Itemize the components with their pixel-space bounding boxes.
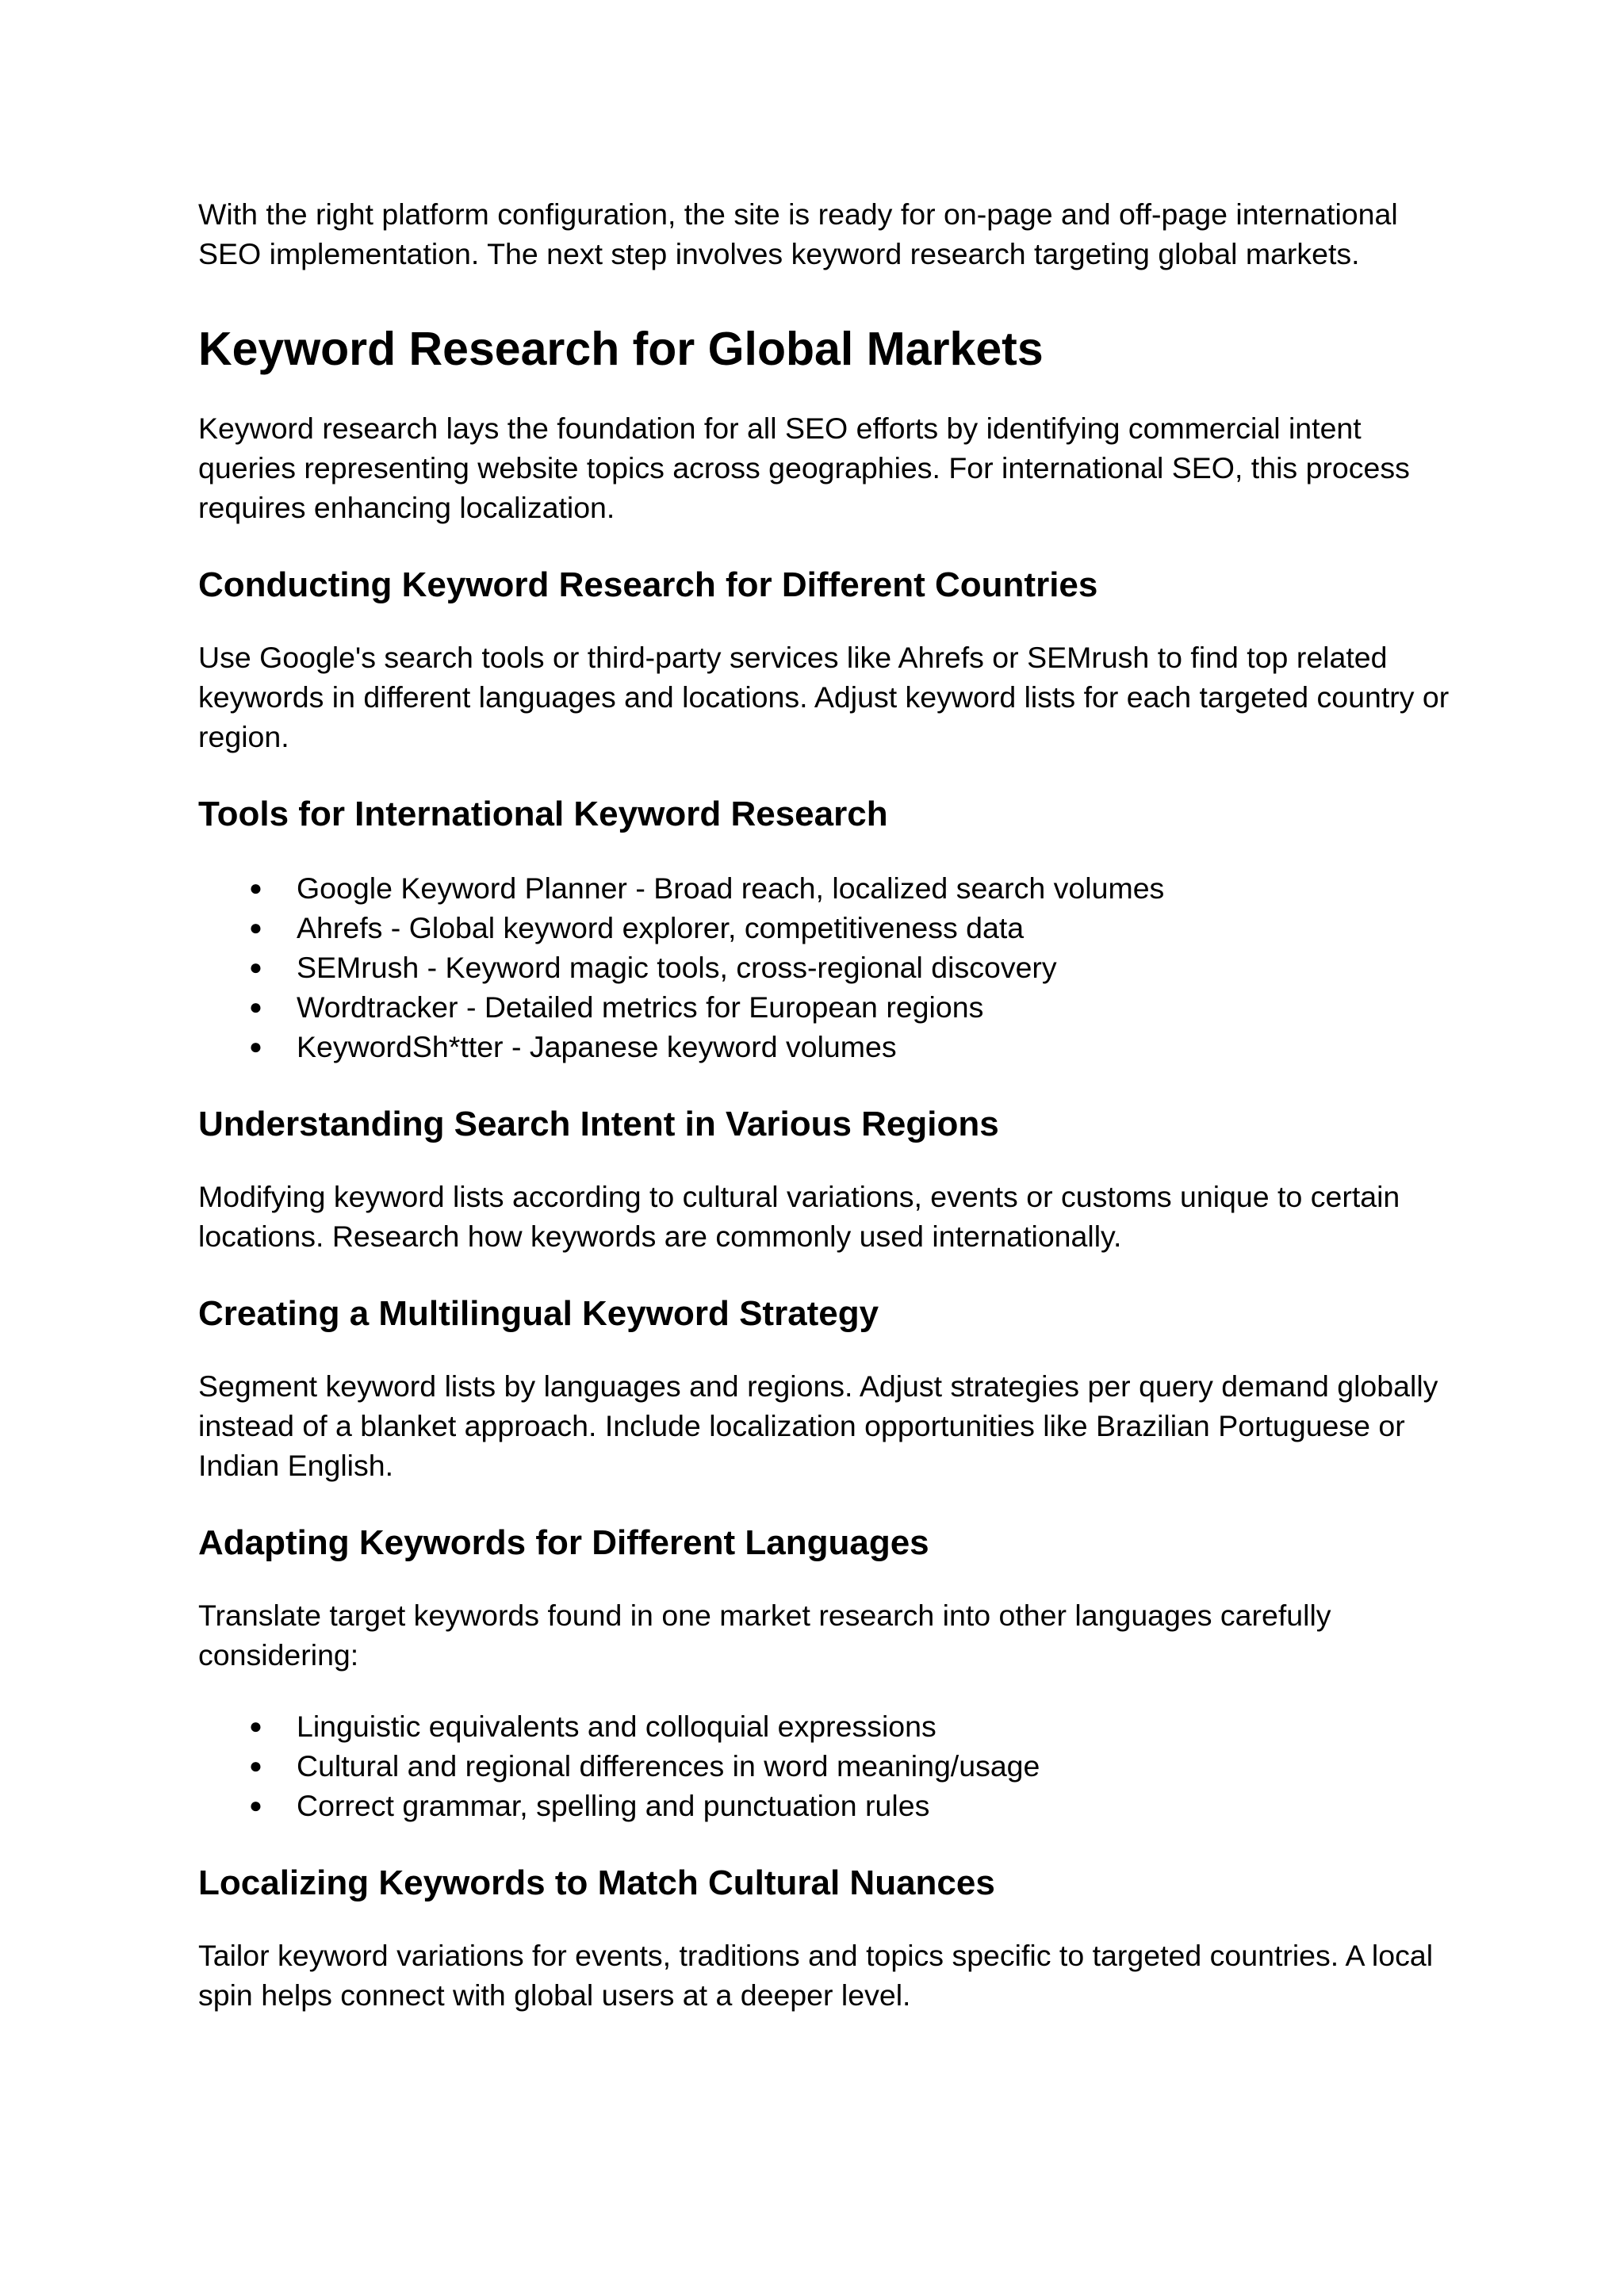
- localizing-heading: Localizing Keywords to Match Cultural Nuances: [198, 1863, 995, 1902]
- intro-paragraph: With the right platform configuration, the site is ready for on-page and off-page international SEO implementation. The next step involves keyword research targeting global markets.: [198, 197, 1398, 270]
- conducting-paragraph: Use Google's search tools or third-party services like Ahrefs or SEMrush to find top related keywords in different languages and locations. Adjust keyword lists for each targeted country or region.: [198, 641, 1450, 753]
- list-item-text: SEMrush - Keyword magic tools, cross-regional discovery: [297, 951, 1057, 984]
- list-item: [198, 868, 1451, 908]
- localizing-paragraph: Tailor keyword variations for events, traditions and topics specific to targeted countries. A local spin helps connect with global users at a deeper level.: [198, 1939, 1434, 2012]
- list-item: [198, 1746, 1451, 1786]
- intent-heading: Understanding Search Intent in Various Regions: [198, 1105, 999, 1143]
- multilingual-paragraph: Segment keyword lists by languages and regions. Adjust strategies per query demand globally instead of a blanket approach. Include localization opportunities like Brazilian Portuguese or Indian English.: [198, 1369, 1438, 1482]
- adapting-paragraph: Translate target keywords found in one market research into other languages carefully considering:: [198, 1599, 1331, 1672]
- bullet-icon: ●: [249, 1793, 262, 1817]
- tools-list: [198, 868, 1451, 1067]
- list-item: [198, 1027, 1451, 1067]
- list-item: [198, 1786, 1451, 1825]
- list-item-text: KeywordSh*tter - Japanese keyword volumes: [297, 1030, 897, 1063]
- foundation-paragraph: Keyword research lays the foundation for all SEO efforts by identifying commercial intent queries representing website topics across geographies. For international SEO, this process requires enhancing localization.: [198, 412, 1410, 524]
- bullet-icon: ●: [249, 1034, 262, 1059]
- list-item-text: Google Keyword Planner - Broad reach, localized search volumes: [297, 871, 1165, 905]
- tools-heading: Tools for International Keyword Research: [198, 795, 888, 833]
- list-item-text: Cultural and regional differences in word meaning/usage: [297, 1749, 1040, 1783]
- bullet-icon: ●: [249, 994, 262, 1019]
- list-item: [198, 987, 1451, 1027]
- document-page: [198, 194, 1451, 2015]
- conducting-heading: Conducting Keyword Research for Different Countries: [198, 565, 1098, 604]
- list-item: [198, 908, 1451, 948]
- list-item-text: Correct grammar, spelling and punctuation rules: [297, 1789, 930, 1822]
- bullet-icon: ●: [249, 915, 262, 940]
- multilingual-heading: Creating a Multilingual Keyword Strategy: [198, 1294, 879, 1333]
- bullet-icon: ●: [249, 1753, 262, 1778]
- page-title: Keyword Research for Global Markets: [198, 323, 1044, 375]
- bullet-icon: ●: [249, 955, 262, 979]
- list-item: [198, 1706, 1451, 1746]
- adapting-list: [198, 1706, 1451, 1825]
- adapting-heading: Adapting Keywords for Different Languages: [198, 1523, 929, 1562]
- bullet-icon: ●: [249, 875, 262, 900]
- list-item-text: Wordtracker - Detailed metrics for European regions: [297, 990, 984, 1024]
- list-item: [198, 948, 1451, 987]
- bullet-icon: ●: [249, 1714, 262, 1738]
- list-item-text: Ahrefs - Global keyword explorer, competitiveness data: [297, 911, 1025, 944]
- intent-paragraph: Modifying keyword lists according to cultural variations, events or customs unique to certain locations. Research how keywords are commonly used internationally.: [198, 1180, 1400, 1253]
- list-item-text: Linguistic equivalents and colloquial expressions: [297, 1710, 936, 1743]
